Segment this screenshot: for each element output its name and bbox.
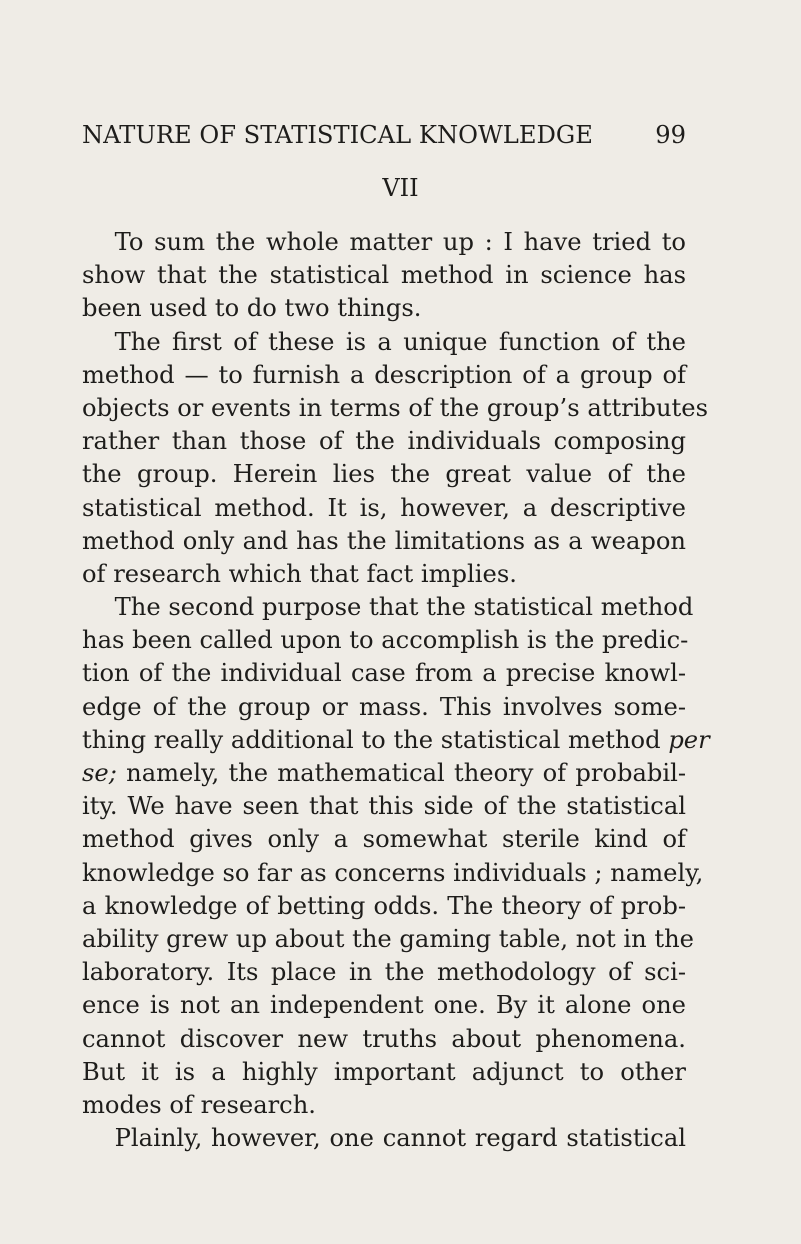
page-number: 99 — [655, 121, 686, 149]
italic-text: per — [668, 725, 710, 754]
text-line — [82, 292, 686, 325]
text-line — [82, 1122, 686, 1155]
text-line — [82, 326, 686, 359]
line-text: To sum the whole matter up : I have tried to — [114, 228, 686, 256]
text-line — [82, 259, 686, 292]
line-text: rather than those of the individuals composing — [82, 427, 686, 456]
text-line — [82, 757, 686, 790]
line-text: modes of research. — [82, 1090, 316, 1119]
text-line — [82, 823, 686, 856]
text-line — [82, 458, 686, 491]
line-text: a knowledge of betting odds. The theory of prob- — [82, 891, 686, 920]
body-text — [82, 226, 710, 1155]
line-text: knowledge so far as concerns individuals ; namely, — [82, 858, 704, 887]
section-number: VII — [382, 174, 419, 202]
line-text: has been called upon to accomplish is the predic- — [82, 626, 689, 655]
text-line — [82, 1056, 686, 1089]
text-line — [82, 359, 686, 392]
text-line — [82, 492, 686, 525]
line-text: ability grew up about the gaming table, not in the — [82, 924, 694, 953]
text-line — [82, 657, 686, 690]
text-line — [82, 525, 686, 558]
line-text: method — to furnish a description of a group of — [82, 360, 686, 389]
running-head — [82, 118, 686, 152]
text-line — [82, 790, 686, 823]
text-line — [82, 890, 686, 923]
text-line — [82, 392, 708, 425]
line-text: thing really additional to the statistical method — [82, 725, 661, 754]
text-line — [82, 857, 704, 890]
line-text: The second purpose that the statistical method — [114, 593, 694, 622]
line-text: The first of these is a unique function of the — [114, 327, 686, 356]
line-text: laboratory. Its place in the methodology of sci- — [82, 958, 686, 987]
text-line — [82, 226, 686, 259]
text-line — [82, 1089, 686, 1122]
line-text: cannot discover new truths about phenomena. — [82, 1024, 686, 1053]
line-text: the group. Herein lies the great value of the — [82, 460, 686, 489]
line-text: namely, the mathematical theory of probabil- — [116, 759, 686, 787]
text-line — [82, 624, 689, 657]
line-text: of research which that fact implies. — [82, 559, 517, 588]
line-text: Plainly, however, one cannot regard statistical — [114, 1124, 686, 1153]
text-line — [82, 425, 686, 458]
text-line — [82, 691, 686, 724]
line-text: But it is a highly important adjunct to other — [82, 1057, 686, 1086]
running-title: NATURE OF STATISTICAL KNOWLEDGE — [82, 121, 593, 149]
line-text: ence is not an independent one. By it alone one — [82, 991, 686, 1020]
line-text: method gives only a somewhat sterile kind of — [82, 825, 686, 854]
text-line — [82, 1023, 686, 1056]
line-text: tion of the individual case from a precise knowl- — [82, 659, 686, 688]
line-text: objects or events in terms of the group’s attributes — [82, 393, 708, 422]
line-text: ity. We have seen that this side of the statistical — [82, 792, 686, 821]
line-text: statistical method. It is, however, a descriptive — [82, 493, 686, 522]
text-line — [82, 724, 710, 757]
text-line — [82, 558, 686, 591]
text-line — [82, 956, 686, 989]
text-line — [82, 591, 694, 624]
line-text: been used to do two things. — [82, 294, 422, 323]
line-text: edge of the group or mass. This involves some- — [82, 692, 686, 721]
line-text: method only and has the limitations as a weapon — [82, 526, 686, 555]
text-line — [82, 989, 686, 1022]
italic-text: se; — [82, 759, 117, 787]
line-text: show that the statistical method in science has — [82, 261, 686, 290]
text-line — [82, 923, 694, 956]
